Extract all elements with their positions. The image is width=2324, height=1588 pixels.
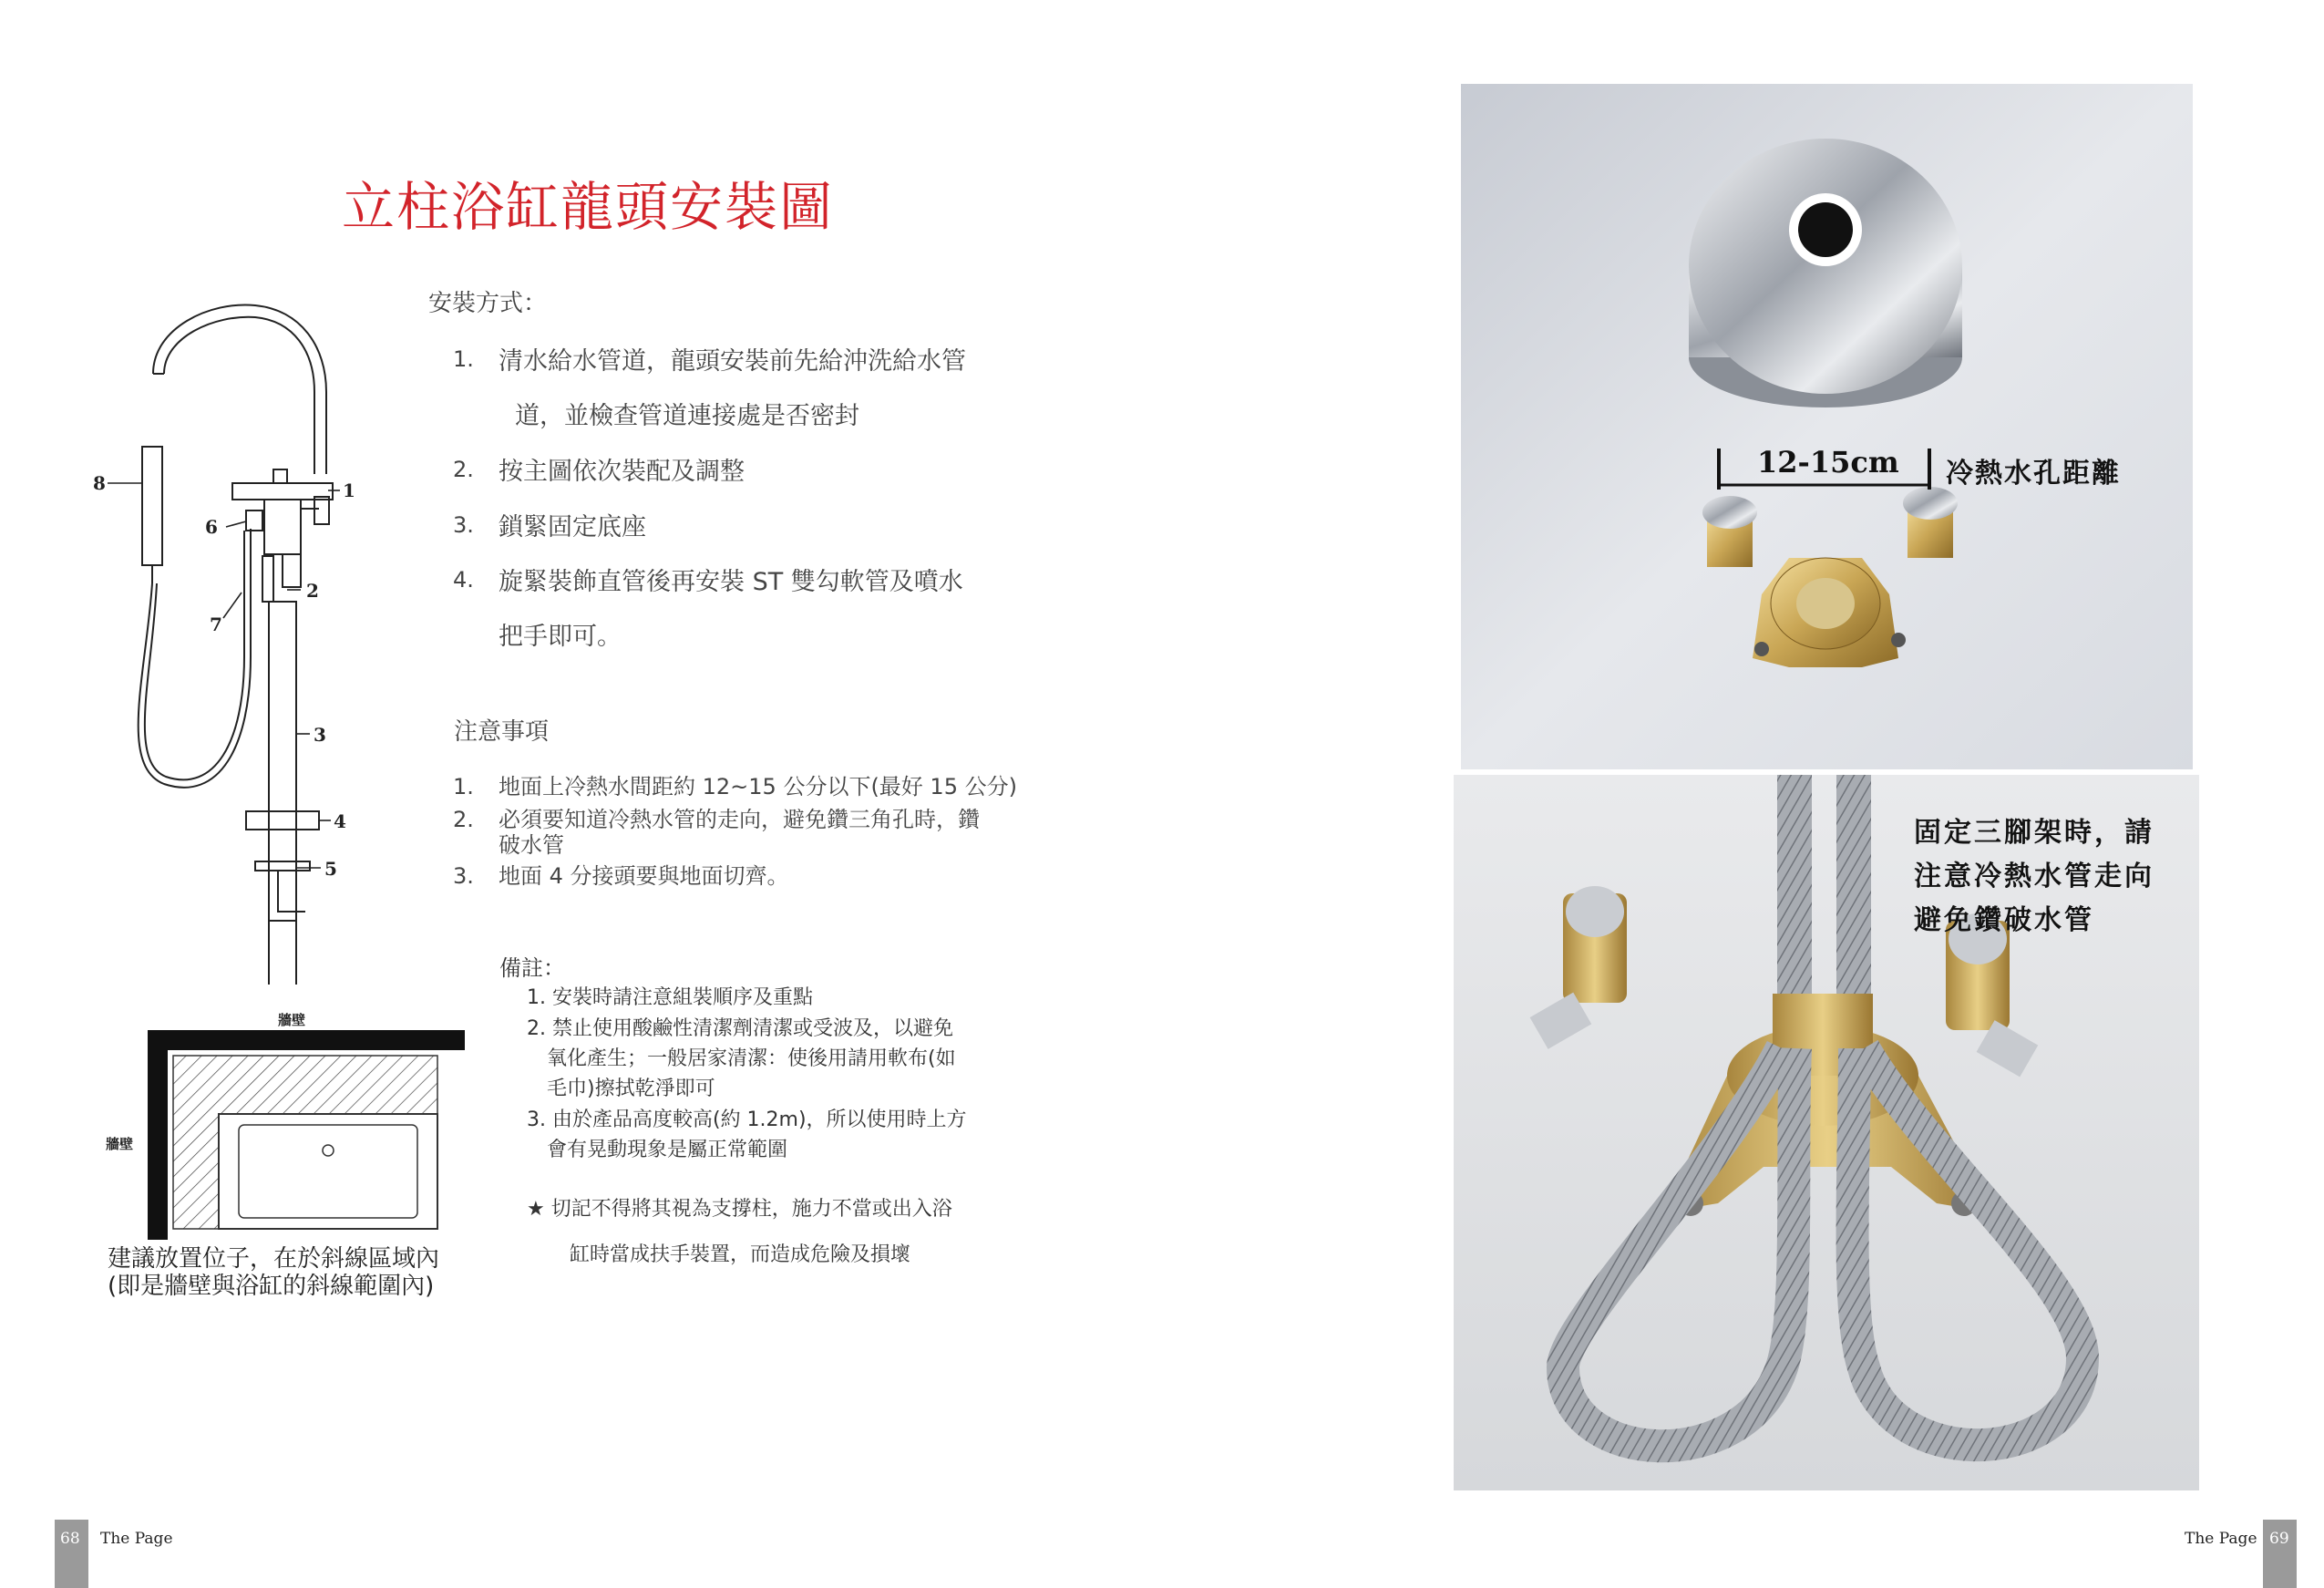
step-text: 鎖緊固定底座 [499, 513, 646, 541]
warning-text: 缸時當成扶手裝置，而造成危險及損壞 [570, 1243, 911, 1266]
method-heading: 安裝方式： [428, 290, 548, 317]
note-text: 破水管 [499, 832, 564, 858]
label-8: 8 [93, 472, 106, 494]
step-text: 旋緊裝飾直管後再安裝 ST 雙勾軟管及噴水 [499, 568, 963, 596]
placement-caption-line: (即是牆壁與浴缸的斜線範圍內) [108, 1273, 435, 1300]
distance-label: 12-15cm [1757, 445, 1899, 479]
step-text: 按主圖依次裝配及調整 [499, 458, 745, 486]
note-number: 1. [453, 774, 474, 799]
remark-text: 3. 由於產品高度較高(約 1.2m)，所以使用時上方 [527, 1109, 967, 1131]
remark-text: 氧化產生；一般居家清潔：使後用請用軟布(如 [547, 1047, 956, 1070]
step-number: 1. [453, 346, 474, 372]
step-number: 3. [453, 512, 474, 538]
step-text: 清水給水管道，龍頭安裝前先給沖洗給水管 [499, 347, 966, 376]
remark-text: 毛巾)擦拭乾淨即可 [547, 1078, 715, 1100]
notes-heading: 注意事項 [454, 718, 550, 746]
note-number: 3. [453, 863, 474, 889]
placement-caption [108, 1245, 439, 1300]
note-text: 地面 4 分接頭要與地面切齊。 [499, 863, 789, 889]
note-text: 地面上冷熱水間距約 12~15 公分以下(最好 15 公分) [499, 774, 1017, 799]
photo-base-plate [1461, 84, 2193, 769]
tripod-caption-line: 注意冷熱水管走向 [1914, 861, 2154, 892]
remark-text: 會有晃動現象是屬正常範圍 [547, 1139, 788, 1161]
faucet-diagram [82, 292, 355, 985]
page-title: 立柱浴缸龍頭安裝圖 [342, 176, 835, 238]
note-text: 必須要知道冷熱水管的走向，避免鑽三角孔時，鑽 [499, 807, 980, 832]
label-1: 1 [343, 479, 355, 501]
label-5: 5 [324, 858, 337, 880]
tripod-caption-line: 固定三腳架時，請 [1914, 817, 2154, 849]
remark-text: 2. 禁止使用酸鹼性清潔劑清潔或受波及，以避免 [527, 1017, 953, 1040]
label-6: 6 [205, 516, 218, 538]
page-number-right: 69 [2269, 1530, 2289, 1548]
hole-distance-caption: 冷熱水孔距離 [1946, 458, 2121, 490]
floorplan-diagram [137, 1012, 465, 1240]
label-3: 3 [314, 724, 326, 746]
tripod-caption [1914, 811, 2154, 943]
tripod-caption-line: 避免鑽破水管 [1914, 904, 2094, 936]
placement-caption-line: 建議放置位子，在於斜線區域內 [108, 1245, 440, 1273]
wall-label-top: 牆壁 [278, 1012, 306, 1028]
page-number-left: 68 [60, 1530, 80, 1548]
label-4: 4 [334, 810, 346, 832]
footer-label-left: The Page [100, 1530, 173, 1548]
label-7: 7 [210, 614, 222, 635]
footer-label-right: The Page [2185, 1530, 2257, 1548]
photo-tripod-install [1454, 775, 2199, 1490]
note-number: 2. [453, 807, 474, 832]
wall-label-left: 牆壁 [106, 1136, 134, 1152]
label-2: 2 [306, 580, 319, 602]
step-number: 4. [453, 567, 474, 593]
step-text: 道，並檢查管道連接處是否密封 [515, 402, 859, 430]
step-text: 把手即可。 [499, 623, 622, 651]
remark-text: 1. 安裝時請注意組裝順序及重點 [527, 986, 813, 1009]
step-number: 2. [453, 457, 474, 482]
warning-text: ★ 切記不得將其視為支撐柱，施力不當或出入浴 [527, 1198, 952, 1221]
remarks-heading: 備註： [499, 955, 565, 981]
